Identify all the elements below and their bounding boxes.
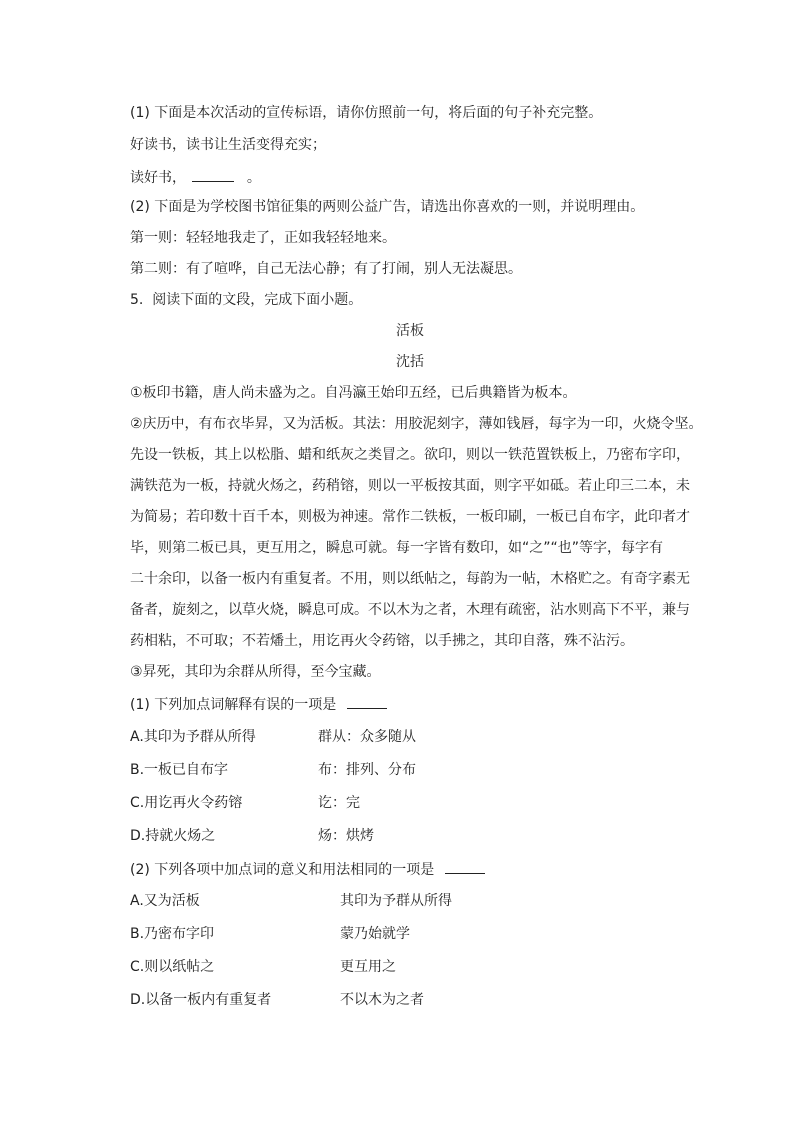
passage-paragraph-2-line: 先设一铁板，其上以松脂、蜡和纸灰之类冒之。欲印，则以一铁范置铁板上，乃密布字印，	[130, 447, 690, 463]
option-left: B.一板已自布字	[130, 762, 229, 778]
q5-sub2-option-d[interactable]	[130, 990, 730, 1010]
q4-ad-one: 第一则：轻轻地我走了，正如我轻轻地来。	[130, 230, 396, 246]
option-right: 其印为予群从所得	[340, 893, 452, 909]
q5-sub2-option-a[interactable]	[130, 891, 730, 911]
passage-paragraph-3: ③昇死，其印为余群从所得，至今宝藏。	[130, 664, 381, 680]
passage-paragraph-2-line: 满铁范为一板，持就火炀之，药稍镕，则以一平板按其面，则字平如砥。若止印三二本，未	[130, 478, 690, 494]
q5-heading: 5. 阅读下面的文段，完成下面小题。	[130, 292, 363, 308]
option-left: A.又为活板	[130, 893, 200, 909]
passage-paragraph-1: ①板印书籍，唐人尚未盛为之。自冯瀛王始印五经，已后典籍皆为板本。	[130, 385, 577, 401]
q5-sub2-option-b[interactable]	[130, 924, 730, 944]
passage-paragraph-2-line: 备者，旋刻之，以草火烧，瞬息可成。不以木为之者，木理有疏密，沾水则高下不平，兼与	[130, 602, 690, 618]
option-right: 不以木为之者	[340, 992, 424, 1008]
q5-sub1-option-b[interactable]	[130, 760, 730, 780]
passage-author: 沈括	[396, 354, 424, 370]
passage-paragraph-2-line: ②庆历中，有布衣毕昇，又为活板。其法：用胶泥刻字，薄如钱唇，每字为一印，火烧令坚。	[130, 416, 703, 432]
q4-slogan-example: 好读书，读书让生活变得充实；	[130, 137, 326, 153]
option-left: C.则以纸帖之	[130, 959, 215, 975]
passage-paragraph-2-line: 为简易；若印数十百千本，则极为神速。常作二铁板，一板印刷，一板已自布字，此印者才	[130, 509, 690, 525]
option-right: 讫：完	[318, 795, 360, 811]
q5-sub1-question: (1) 下列加点词解释有误的一项是	[130, 697, 337, 713]
q4-sub2-intro: (2) 下面是为学校图书馆征集的两则公益广告，请选出你喜欢的一则，并说明理由。	[130, 199, 645, 215]
passage-paragraph-2-line: 药相粘，不可取；不若燔土，用讫再火令药镕，以手拂之，其印自落，殊不沾污。	[130, 633, 634, 649]
q5-sub2-question-line	[130, 859, 485, 880]
answer-blank[interactable]	[347, 694, 387, 709]
q4-ad-two: 第二则：有了喧哗，自己无法心静；有了打闹，别人无法凝思。	[130, 261, 522, 277]
q4-sub1-intro: (1) 下面是本次活动的宣传标语，请你仿照前一句，将后面的句子补充完整。	[130, 105, 603, 121]
option-left: B.乃密布字印	[130, 926, 215, 942]
option-right: 蒙乃始就学	[340, 926, 410, 942]
q5-sub1-question-line	[130, 694, 387, 715]
option-right: 群从：众多随从	[318, 729, 416, 745]
option-left: D.以备一板内有重复者	[130, 992, 272, 1008]
option-left: D.持就火炀之	[130, 828, 216, 844]
passage-title: 活板	[396, 323, 424, 339]
option-left: C.用讫再火令药镕	[130, 795, 243, 811]
q5-sub1-option-a[interactable]	[130, 727, 730, 747]
answer-blank[interactable]	[445, 859, 485, 874]
passage-paragraph-2-line: 二十余印，以备一板内有重复者。不用，则以纸帖之，每韵为一帖，木格贮之。有奇字素无	[130, 571, 690, 587]
answer-blank[interactable]	[192, 167, 234, 182]
option-left: A.其印为予群从所得	[130, 729, 256, 745]
q5-sub2-option-c[interactable]	[130, 957, 730, 977]
q5-sub1-option-d[interactable]	[130, 826, 730, 846]
option-right: 更互用之	[340, 959, 396, 975]
option-right: 布：排列、分布	[318, 762, 416, 778]
q4-slogan-prefix: 读好书，	[130, 170, 186, 186]
q4-slogan-suffix: 。	[246, 170, 261, 186]
q4-slogan-blank-line	[130, 167, 261, 188]
q5-sub2-question: (2) 下列各项中加点词的意义和用法相同的一项是	[130, 862, 435, 878]
option-right: 炀：烘烤	[318, 828, 374, 844]
q5-sub1-option-c[interactable]	[130, 793, 730, 813]
passage-paragraph-2-line: 毕，则第二板已具，更互用之，瞬息可就。每一字皆有数印，如“之”“也”等字，每字有	[130, 540, 664, 556]
